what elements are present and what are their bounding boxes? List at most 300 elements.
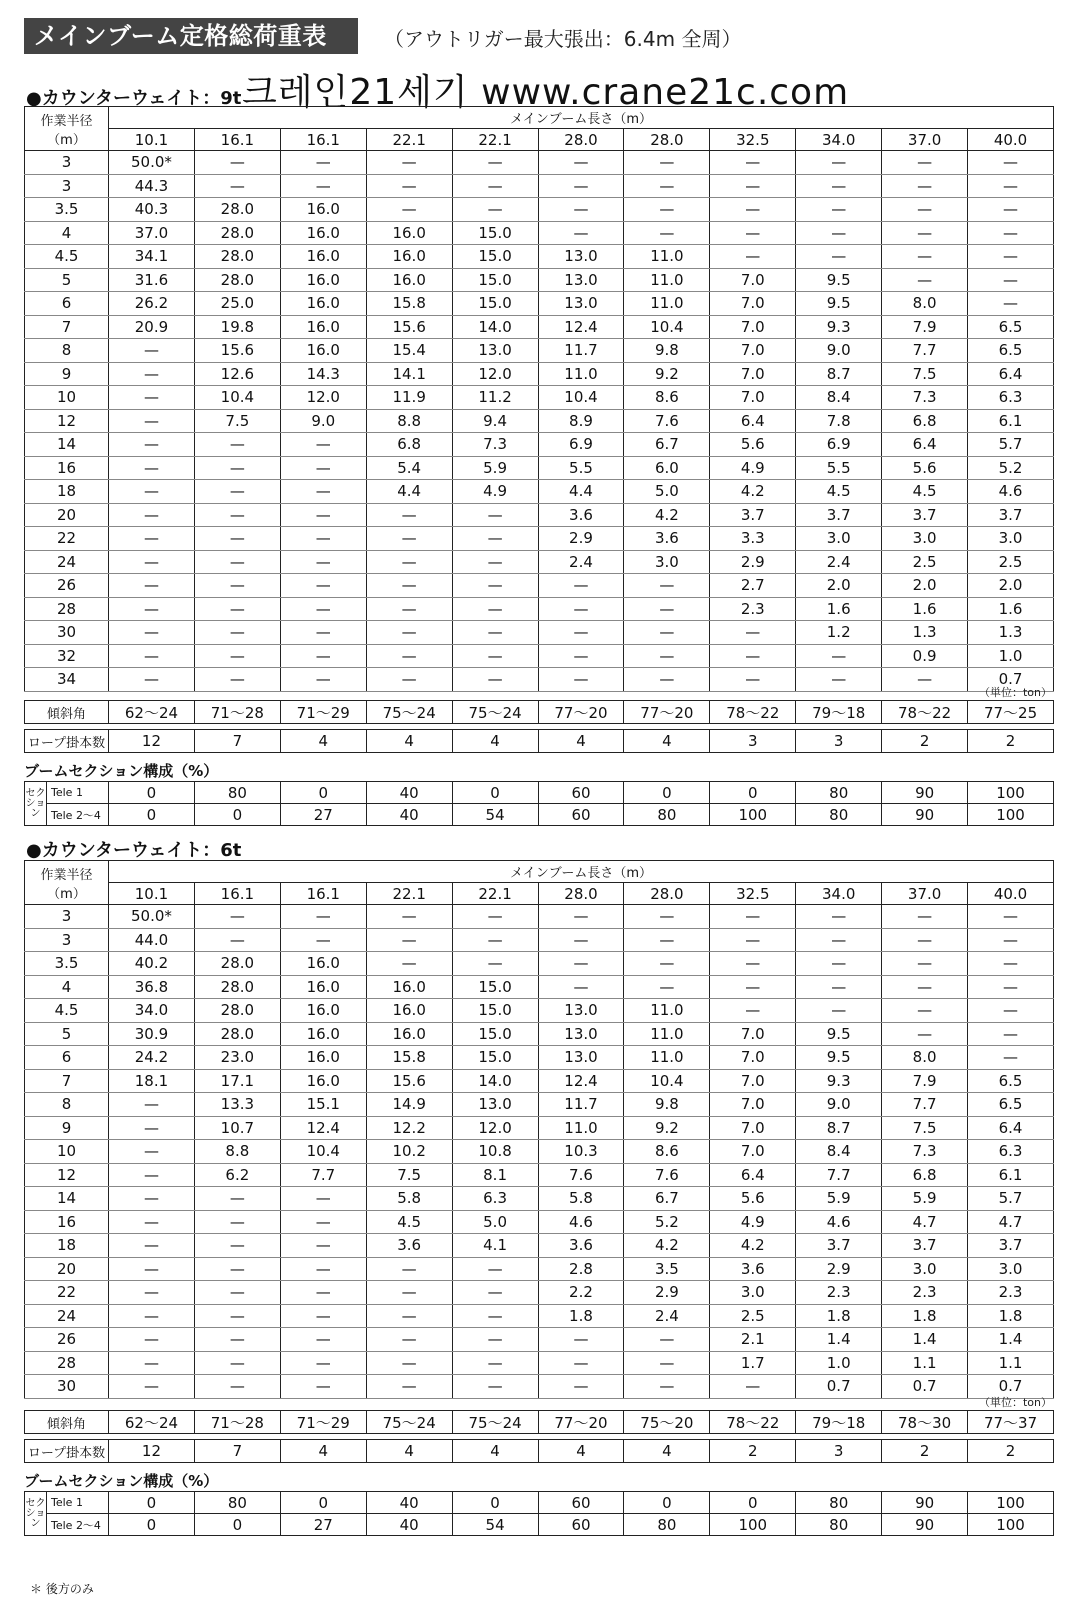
- rope-cell: 4: [624, 1440, 710, 1463]
- load-cell: 25.0: [194, 292, 280, 316]
- load-cell: —: [796, 905, 882, 929]
- load-cell: 2.5: [968, 550, 1054, 574]
- angle-cell: 75～24: [452, 701, 538, 724]
- load-cell: —: [366, 1351, 452, 1375]
- load-cell: 6.1: [968, 409, 1054, 433]
- load-cell: —: [109, 1281, 195, 1305]
- load-cell: 3.7: [882, 503, 968, 527]
- load-cell: 16.0: [366, 1022, 452, 1046]
- table-row: [25, 1375, 1054, 1399]
- load-cell: 7.0: [710, 1046, 796, 1070]
- boom-length-header: メインブーム長さ（m）: [109, 861, 1054, 883]
- radius-cell: 5: [25, 268, 109, 292]
- load-cell: 18.1: [109, 1069, 195, 1093]
- load-cell: 4.1: [452, 1234, 538, 1258]
- load-cell: —: [194, 1257, 280, 1281]
- load-cell: 7.0: [710, 268, 796, 292]
- load-cell: —: [796, 952, 882, 976]
- load-cell: —: [194, 456, 280, 480]
- load-cell: —: [280, 456, 366, 480]
- load-cell: —: [194, 527, 280, 551]
- table-row: [25, 1163, 1054, 1187]
- load-cell: 12.2: [366, 1116, 452, 1140]
- load-cell: 36.8: [109, 975, 195, 999]
- rope-cell: 4: [280, 730, 366, 753]
- angle-cell: 75～20: [624, 1411, 710, 1434]
- load-cell: 40.3: [109, 198, 195, 222]
- load-cell: —: [280, 1304, 366, 1328]
- radius-cell: 24: [25, 1304, 109, 1328]
- load-cell: 9.0: [796, 339, 882, 363]
- load-cell: 5.2: [624, 1210, 710, 1234]
- load-cell: 15.4: [366, 339, 452, 363]
- load-cell: —: [624, 644, 710, 668]
- tele2-cell: 100: [968, 1514, 1054, 1536]
- boom-length-cell: 34.0: [796, 883, 882, 905]
- tele1-cell: 60: [538, 782, 624, 804]
- load-cell: 7.0: [710, 1116, 796, 1140]
- table-row: [25, 644, 1054, 668]
- load-cell: —: [194, 174, 280, 198]
- load-cell: 6.4: [710, 409, 796, 433]
- rope-table-6t: [24, 1439, 1054, 1463]
- table-row: [25, 292, 1054, 316]
- load-cell: 5.7: [968, 1187, 1054, 1211]
- radius-cell: 4: [25, 221, 109, 245]
- radius-cell: 12: [25, 1163, 109, 1187]
- load-cell: 7.0: [710, 386, 796, 410]
- tele2-cell: 80: [796, 804, 882, 826]
- load-cell: 8.8: [194, 1140, 280, 1164]
- load-cell: —: [624, 952, 710, 976]
- load-cell: —: [968, 151, 1054, 175]
- load-cell: —: [882, 668, 968, 692]
- tele1-cell: 90: [882, 782, 968, 804]
- radius-cell: 3.5: [25, 952, 109, 976]
- load-cell: 7.3: [882, 1140, 968, 1164]
- load-cell: —: [109, 550, 195, 574]
- load-cell: 5.7: [968, 433, 1054, 457]
- load-cell: 6.4: [968, 1116, 1054, 1140]
- load-cell: —: [109, 1304, 195, 1328]
- angle-cell: 77～25: [968, 701, 1054, 724]
- load-cell: 7.5: [366, 1163, 452, 1187]
- watermark-text: 크레인21세기 www.crane21c.com: [242, 72, 850, 113]
- load-cell: 28.0: [194, 245, 280, 269]
- angle-cell: 77～20: [538, 701, 624, 724]
- load-cell: 3.7: [796, 1234, 882, 1258]
- load-cell: —: [452, 905, 538, 929]
- load-cell: 5.0: [624, 480, 710, 504]
- load-cell: 9.2: [624, 1116, 710, 1140]
- load-cell: 2.9: [710, 550, 796, 574]
- load-cell: —: [538, 644, 624, 668]
- load-cell: —: [194, 621, 280, 645]
- load-cell: 4.2: [624, 503, 710, 527]
- load-cell: —: [538, 1328, 624, 1352]
- load-cell: 3.3: [710, 527, 796, 551]
- load-cell: —: [968, 174, 1054, 198]
- tele1-cell: 80: [796, 1492, 882, 1514]
- rope-cell: 3: [796, 730, 882, 753]
- load-cell: 11.0: [624, 1046, 710, 1070]
- radius-cell: 3: [25, 928, 109, 952]
- rope-label: ロープ掛本数: [25, 730, 109, 753]
- load-cell: 3.7: [796, 503, 882, 527]
- load-cell: 16.0: [280, 339, 366, 363]
- table-row: [25, 597, 1054, 621]
- load-cell: —: [109, 503, 195, 527]
- table-row: [25, 928, 1054, 952]
- section-title-6t: ブームセクション構成（%）: [24, 1472, 219, 1490]
- load-cell: —: [538, 1375, 624, 1399]
- load-cell: 6.9: [538, 433, 624, 457]
- rope-cell: 7: [194, 1440, 280, 1463]
- radius-cell: 26: [25, 1328, 109, 1352]
- rope-cell: 2: [710, 1440, 796, 1463]
- load-cell: —: [452, 1257, 538, 1281]
- radius-cell: 28: [25, 597, 109, 621]
- load-cell: —: [366, 574, 452, 598]
- load-cell: —: [194, 1187, 280, 1211]
- load-table-6t: [24, 860, 1054, 1399]
- load-cell: 19.8: [194, 315, 280, 339]
- load-cell: —: [710, 221, 796, 245]
- load-cell: 1.0: [968, 644, 1054, 668]
- section-vertical-label: セクション: [25, 782, 47, 826]
- load-cell: 4.6: [796, 1210, 882, 1234]
- load-cell: —: [538, 574, 624, 598]
- load-cell: 31.6: [109, 268, 195, 292]
- rope-cell: 4: [538, 1440, 624, 1463]
- load-cell: —: [624, 198, 710, 222]
- table-row: [25, 339, 1054, 363]
- tele1-cell: 0: [280, 1492, 366, 1514]
- load-cell: —: [109, 433, 195, 457]
- tele2-cell: 27: [280, 804, 366, 826]
- load-cell: —: [968, 1022, 1054, 1046]
- load-cell: 16.0: [366, 999, 452, 1023]
- tele2-cell: 0: [194, 804, 280, 826]
- tele2-cell: 27: [280, 1514, 366, 1536]
- load-cell: —: [194, 668, 280, 692]
- load-cell: 0.9: [882, 644, 968, 668]
- load-cell: 4.9: [452, 480, 538, 504]
- load-cell: —: [109, 456, 195, 480]
- load-cell: 1.4: [882, 1328, 968, 1352]
- load-cell: 14.9: [366, 1093, 452, 1117]
- load-cell: —: [366, 527, 452, 551]
- load-cell: 13.0: [538, 999, 624, 1023]
- angle-cell: 77～37: [968, 1411, 1054, 1434]
- radius-cell: 18: [25, 1234, 109, 1258]
- rope-cell: 3: [796, 1440, 882, 1463]
- load-cell: 16.0: [366, 245, 452, 269]
- load-cell: 16.0: [280, 1022, 366, 1046]
- load-cell: 2.4: [796, 550, 882, 574]
- load-cell: 6.7: [624, 433, 710, 457]
- load-cell: —: [538, 174, 624, 198]
- load-cell: 1.1: [968, 1351, 1054, 1375]
- load-cell: 2.0: [882, 574, 968, 598]
- load-cell: —: [796, 975, 882, 999]
- load-cell: —: [882, 952, 968, 976]
- load-cell: —: [538, 905, 624, 929]
- load-cell: 50.0*: [109, 905, 195, 929]
- load-cell: —: [366, 1328, 452, 1352]
- load-cell: 0.7: [882, 1375, 968, 1399]
- load-cell: 2.1: [710, 1328, 796, 1352]
- load-cell: 16.0: [280, 315, 366, 339]
- table-row: [25, 174, 1054, 198]
- load-cell: 5.4: [366, 456, 452, 480]
- load-cell: 1.8: [796, 1304, 882, 1328]
- load-cell: —: [624, 1328, 710, 1352]
- radius-cell: 4: [25, 975, 109, 999]
- tele1-cell: 0: [452, 782, 538, 804]
- load-cell: 10.4: [624, 315, 710, 339]
- load-cell: 17.1: [194, 1069, 280, 1093]
- load-cell: 0.7: [796, 1375, 882, 1399]
- load-cell: —: [366, 174, 452, 198]
- load-cell: —: [796, 928, 882, 952]
- load-cell: 11.0: [624, 268, 710, 292]
- load-cell: 16.0: [280, 1046, 366, 1070]
- load-cell: —: [796, 644, 882, 668]
- load-cell: —: [624, 151, 710, 175]
- load-cell: 2.3: [710, 597, 796, 621]
- load-cell: —: [710, 174, 796, 198]
- load-cell: —: [194, 928, 280, 952]
- load-cell: —: [624, 1351, 710, 1375]
- load-cell: 8.4: [796, 386, 882, 410]
- load-cell: —: [109, 644, 195, 668]
- load-cell: 37.0: [109, 221, 195, 245]
- load-cell: —: [194, 905, 280, 929]
- load-cell: —: [968, 975, 1054, 999]
- load-cell: —: [280, 1234, 366, 1258]
- load-cell: 7.6: [624, 409, 710, 433]
- load-cell: 7.7: [796, 1163, 882, 1187]
- load-cell: 9.8: [624, 339, 710, 363]
- tele2-cell: 0: [109, 1514, 195, 1536]
- angle-cell: 75～24: [452, 1411, 538, 1434]
- boom-length-cell: 28.0: [624, 883, 710, 905]
- load-cell: —: [194, 433, 280, 457]
- load-cell: —: [452, 1281, 538, 1305]
- load-cell: —: [366, 1375, 452, 1399]
- rope-cell: 2: [882, 1440, 968, 1463]
- table-row: [25, 1187, 1054, 1211]
- radius-cell: 28: [25, 1351, 109, 1375]
- load-cell: 7.0: [710, 339, 796, 363]
- load-cell: —: [796, 668, 882, 692]
- load-cell: —: [194, 644, 280, 668]
- boom-length-cell: 22.1: [452, 883, 538, 905]
- load-cell: 15.0: [452, 292, 538, 316]
- load-cell: —: [538, 597, 624, 621]
- load-cell: —: [710, 1375, 796, 1399]
- radius-cell: 20: [25, 1257, 109, 1281]
- tele1-cell: 100: [968, 782, 1054, 804]
- load-cell: —: [452, 1304, 538, 1328]
- load-cell: 15.0: [452, 221, 538, 245]
- load-cell: 13.0: [538, 245, 624, 269]
- load-cell: —: [194, 597, 280, 621]
- load-cell: —: [366, 550, 452, 574]
- load-cell: 9.0: [796, 1093, 882, 1117]
- angle-cell: 78～30: [882, 1411, 968, 1434]
- radius-cell: 3: [25, 151, 109, 175]
- load-cell: 8.9: [538, 409, 624, 433]
- load-cell: 2.0: [968, 574, 1054, 598]
- tele2-cell: 40: [366, 804, 452, 826]
- load-cell: —: [366, 503, 452, 527]
- load-cell: 2.3: [796, 1281, 882, 1305]
- load-cell: —: [280, 1281, 366, 1305]
- angle-table-6t: [24, 1410, 1054, 1434]
- load-cell: 1.8: [882, 1304, 968, 1328]
- load-cell: —: [109, 1140, 195, 1164]
- load-cell: —: [796, 999, 882, 1023]
- load-cell: 5.9: [882, 1187, 968, 1211]
- load-cell: 5.5: [796, 456, 882, 480]
- table-row: [25, 362, 1054, 386]
- load-cell: 6.3: [968, 1140, 1054, 1164]
- load-cell: 5.6: [882, 456, 968, 480]
- load-cell: —: [452, 1351, 538, 1375]
- load-cell: —: [538, 668, 624, 692]
- radius-cell: 12: [25, 409, 109, 433]
- load-cell: 11.7: [538, 1093, 624, 1117]
- load-cell: 3.7: [710, 503, 796, 527]
- angle-label: 傾斜角: [25, 701, 109, 724]
- load-cell: —: [109, 1375, 195, 1399]
- load-cell: 8.8: [366, 409, 452, 433]
- load-cell: 1.8: [968, 1304, 1054, 1328]
- radius-cell: 30: [25, 1375, 109, 1399]
- load-cell: 50.0*: [109, 151, 195, 175]
- load-cell: —: [194, 1375, 280, 1399]
- load-cell: —: [538, 952, 624, 976]
- load-cell: 5.9: [452, 456, 538, 480]
- load-cell: 6.0: [624, 456, 710, 480]
- tele2-cell: 100: [710, 804, 796, 826]
- load-cell: —: [280, 574, 366, 598]
- load-cell: —: [882, 928, 968, 952]
- load-cell: 6.4: [710, 1163, 796, 1187]
- section-title-9t: ブームセクション構成（%）: [24, 762, 219, 780]
- table-row: [25, 1116, 1054, 1140]
- load-cell: —: [109, 386, 195, 410]
- load-cell: —: [624, 928, 710, 952]
- load-cell: 24.2: [109, 1046, 195, 1070]
- radius-cell: 34: [25, 668, 109, 692]
- counterweight-label-6t: ●カウンターウェイト：6t: [26, 840, 242, 861]
- load-cell: 2.2: [538, 1281, 624, 1305]
- tele1-cell: 0: [710, 1492, 796, 1514]
- load-cell: 5.6: [710, 433, 796, 457]
- load-cell: 4.6: [538, 1210, 624, 1234]
- load-cell: —: [194, 1281, 280, 1305]
- tele1-cell: 0: [109, 782, 195, 804]
- load-cell: 34.0: [109, 999, 195, 1023]
- load-cell: 3.7: [968, 503, 1054, 527]
- rope-cell: 2: [968, 1440, 1054, 1463]
- tele1-cell: 0: [452, 1492, 538, 1514]
- table-row: [25, 245, 1054, 269]
- load-cell: 6.8: [882, 1163, 968, 1187]
- page-title: メインブーム定格総荷重表: [24, 18, 358, 54]
- tele2-label: Tele 2～4: [47, 804, 109, 826]
- tele1-cell: 0: [710, 782, 796, 804]
- load-cell: 15.0: [452, 1022, 538, 1046]
- load-cell: 6.5: [968, 339, 1054, 363]
- load-cell: 1.1: [882, 1351, 968, 1375]
- load-cell: 8.0: [882, 1046, 968, 1070]
- angle-cell: 71～28: [194, 1411, 280, 1434]
- load-cell: —: [452, 928, 538, 952]
- load-cell: —: [882, 198, 968, 222]
- radius-cell: 14: [25, 1187, 109, 1211]
- boom-length-cell: 16.1: [280, 129, 366, 151]
- table-row: [25, 503, 1054, 527]
- load-cell: —: [624, 975, 710, 999]
- load-cell: —: [280, 1375, 366, 1399]
- load-cell: 1.7: [710, 1351, 796, 1375]
- load-cell: 3.6: [624, 527, 710, 551]
- load-cell: —: [710, 905, 796, 929]
- load-cell: 7.8: [796, 409, 882, 433]
- table-row: [25, 1257, 1054, 1281]
- angle-cell: 78～22: [710, 1411, 796, 1434]
- load-cell: 15.0: [452, 1046, 538, 1070]
- boom-length-cell: 16.1: [194, 883, 280, 905]
- load-cell: 28.0: [194, 999, 280, 1023]
- angle-cell: 77～20: [538, 1411, 624, 1434]
- radius-cell: 9: [25, 362, 109, 386]
- load-cell: —: [280, 1328, 366, 1352]
- load-cell: 4.5: [366, 1210, 452, 1234]
- load-cell: 9.0: [280, 409, 366, 433]
- load-cell: —: [710, 928, 796, 952]
- load-cell: 44.3: [109, 174, 195, 198]
- load-cell: 6.1: [968, 1163, 1054, 1187]
- radius-cell: 16: [25, 456, 109, 480]
- load-cell: 10.2: [366, 1140, 452, 1164]
- load-cell: 2.8: [538, 1257, 624, 1281]
- load-cell: 4.2: [710, 1234, 796, 1258]
- table-row: [25, 1069, 1054, 1093]
- load-cell: —: [624, 905, 710, 929]
- table-row: [25, 221, 1054, 245]
- radius-cell: 9: [25, 1116, 109, 1140]
- rope-cell: 4: [452, 730, 538, 753]
- load-cell: 1.4: [968, 1328, 1054, 1352]
- boom-length-cell: 10.1: [109, 129, 195, 151]
- load-cell: 8.7: [796, 362, 882, 386]
- load-cell: —: [280, 905, 366, 929]
- page-subtitle: （アウトリガー最大張出：6.4m 全周）: [384, 27, 742, 51]
- load-cell: —: [366, 1304, 452, 1328]
- load-cell: —: [366, 928, 452, 952]
- section-table-6t: [24, 1491, 1054, 1536]
- load-cell: —: [710, 644, 796, 668]
- load-cell: 1.4: [796, 1328, 882, 1352]
- load-cell: 23.0: [194, 1046, 280, 1070]
- tele1-cell: 0: [624, 1492, 710, 1514]
- load-cell: —: [194, 1234, 280, 1258]
